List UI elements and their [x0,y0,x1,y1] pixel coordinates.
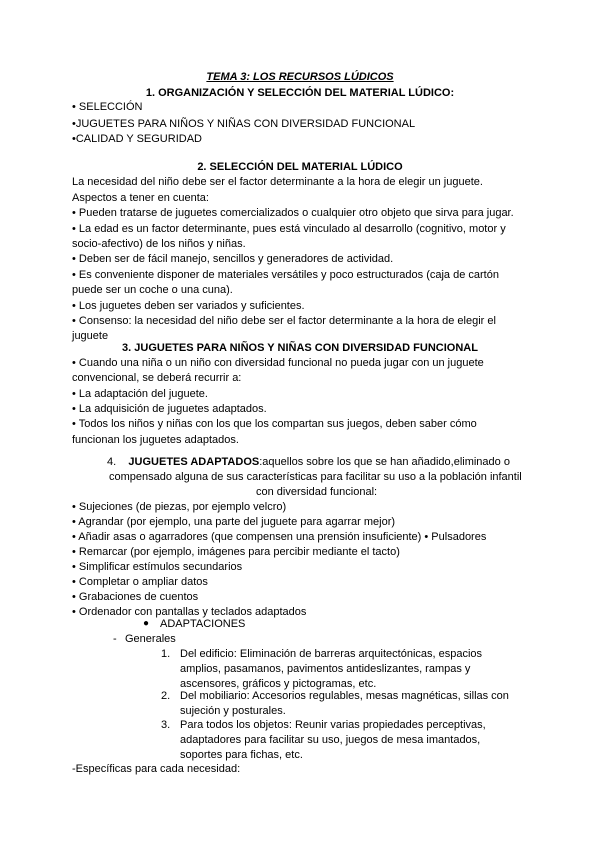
section-3-line: funcionan los juguetes adaptados. [72,434,239,446]
section-3-line: • Todos los niños y niñas con los que los compartan sus juegos, deben saber cómo [72,418,477,430]
section-3-line: • La adaptación del juguete. [72,388,208,400]
numbered-item-line: Del mobiliario: Accesorios regulables, mesas magnéticas, sillas con [180,690,509,702]
section-4-heading-line2: compensado alguna de sus características para facilitar su uso a la población infantil [109,471,522,483]
section-2-line: • Pueden tratarse de juguetes comercializados o cualquier otro objeto que sirva para jugar. [72,207,514,219]
document-title: TEMA 3: LOS RECURSOS LÚDICOS [206,71,394,83]
section-1-item: •CALIDAD Y SEGURIDAD [72,133,202,145]
numbered-item-number: 3. [161,719,171,731]
section-4-item: • Añadir asas o agarradores (que compensen una prensión insuficiente) • Pulsadores [72,531,487,543]
section-4-item: • Agrandar (por ejemplo, una parte del juguete para agarrar mejor) [72,516,396,528]
section-1-item: • SELECCIÓN [72,101,143,113]
section-4-heading-bold: JUGUETES ADAPTADOS [128,456,260,468]
section-4-item: • Completar o ampliar datos [72,576,208,588]
numbered-item-number: 1. [161,648,171,660]
numbered-item-line: amplios, pasamanos, pavimentos antideslizantes, rampas y [180,663,471,675]
section-4-heading-rest: :aquellos sobre los que se han añadido,eliminado o [259,456,510,468]
section-2-line: puede ser un coche o una cuna). [72,284,233,296]
especificas-line: -Específicas para cada necesidad: [72,763,241,775]
section-1-item: •JUGUETES PARA NIÑOS Y NIÑAS CON DIVERSIDAD FUNCIONAL [72,118,416,130]
numbered-item-line: soportes para fichas, etc. [180,749,303,761]
section-2-line: juguete [72,330,109,342]
section-2-heading: 2. SELECCIÓN DEL MATERIAL LÚDICO [197,161,403,173]
section-4-heading-line3: con diversidad funcional: [256,486,378,498]
section-2-line: • Consenso: la necesidad del niño debe ser el factor determinante a la hora de elegir el [72,315,496,327]
section-4-item: • Simplificar estímulos secundarios [72,561,243,573]
numbered-item-line: ascensores, gráficos y pictogramas, etc. [180,678,377,690]
numbered-item-line: Para todos los objetos: Reunir varias propiedades perceptivas, [180,719,486,731]
generales-dash: - [113,633,117,645]
numbered-item-line: adaptadores para facilitar su uso, juegos de mesa imantados, [180,734,481,746]
section-3-line: • Cuando una niña o un niño con diversidad funcional no pueda jugar con un juguete [72,357,484,369]
section-3-heading: 3. JUGUETES PARA NIÑOS Y NIÑAS CON DIVERSIDAD FUNCIONAL [122,342,478,354]
section-3-line: • La adquisición de juguetes adaptados. [72,403,267,415]
adaptaciones-bullet-icon: ● [143,618,150,629]
section-4-number: 4. [107,456,117,468]
section-2-line: La necesidad del niño debe ser el factor determinante a la hora de elegir un juguete. [72,176,483,188]
section-2-line: socio-afectivo) de los niños y niñas. [72,238,246,250]
section-4-item: • Remarcar (por ejemplo, imágenes para percibir mediante el tacto) [72,546,400,558]
section-2-line: • Es conveniente disponer de materiales versátiles y poco estructurados (caja de cartón [72,269,499,281]
section-4-item: • Ordenador con pantallas y teclados adaptados [72,606,307,618]
section-4-item: • Sujeciones (de piezas, por ejemplo velcro) [72,501,287,513]
numbered-item-line: Del edificio: Eliminación de barreras arquitectónicas, espacios [180,648,483,660]
section-2-line: • Deben ser de fácil manejo, sencillos y generadores de actividad. [72,253,394,265]
section-3-line: convencional, se deberá recurrir a: [72,372,242,384]
section-1-heading: 1. ORGANIZACIÓN Y SELECCIÓN DEL MATERIAL LÚDICO: [145,87,455,99]
section-2-line: Aspectos a tener en cuenta: [72,192,209,204]
section-4-item: • Grabaciones de cuentos [72,591,199,603]
adaptaciones-label: ADAPTACIONES [160,618,246,630]
section-2-line: • Los juguetes deben ser variados y suficientes. [72,300,305,312]
numbered-item-number: 2. [161,690,171,702]
numbered-item-line: sujeción y posturales. [180,705,286,717]
section-2-line: • La edad es un factor determinante, pues está vinculado al desarrollo (cognitivo, motor y [72,223,506,235]
generales-label: Generales [125,633,176,645]
section-4-heading [107,455,510,469]
